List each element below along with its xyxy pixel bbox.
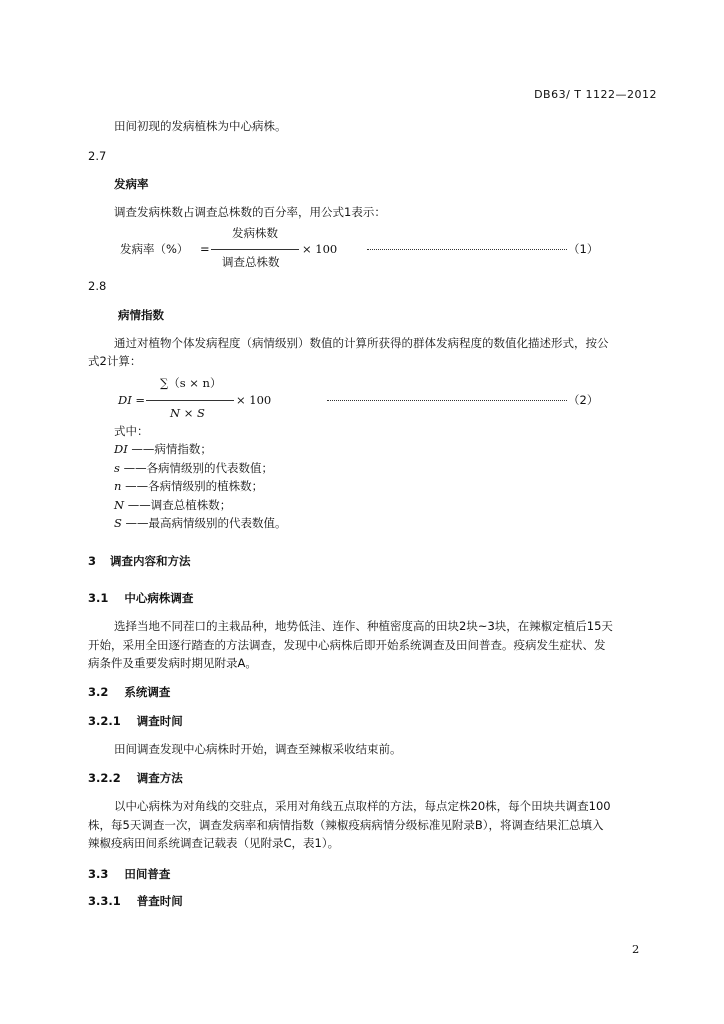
section-3-2-1-heading	[88, 713, 183, 729]
formula-1-equals: =	[200, 242, 210, 256]
variable-definition	[114, 441, 212, 457]
section-3-heading	[88, 553, 191, 569]
section-3-2-2-para-line-2: 株，每5天调查一次，调查发病率和病情指数（辣椒疫病病情分级标准见附录B），将调查结果汇总填入	[88, 818, 604, 832]
variable-description: ——各病情级别的代表数值；	[123, 461, 274, 475]
variable-definition	[114, 497, 231, 513]
section-3-number: 3	[88, 554, 97, 568]
section-3-2-1-number: 3.2.1	[88, 714, 121, 728]
section-2-8-title: 病情指数	[118, 308, 164, 322]
section-2-7-title: 发病率	[114, 177, 149, 191]
formula-1-number: （1）	[568, 242, 599, 256]
section-2-8-desc-line-1: 通过对植物个体发病程度（病情级别）数值的计算所获得的群体发病程度的数值化描述形式，按公	[114, 336, 609, 350]
section-3-3-title: 田间普查	[124, 867, 171, 881]
variable-description: ——病情指数；	[131, 442, 212, 456]
intro-line: 田间初现的发病植株为中心病株。	[114, 119, 287, 133]
section-3-2-1-title: 调查时间	[136, 714, 183, 728]
section-3-2-2-number: 3.2.2	[88, 771, 121, 785]
variable-description: ——最高病情级别的代表数值。	[125, 516, 287, 530]
section-3-2-2-para-line-1: 以中心病株为对角线的交驻点，采用对角线五点取样的方法，每点定株20株，每个田块共调查100	[114, 799, 611, 813]
formula-2-fraction-bar	[146, 400, 234, 401]
variable-definition	[114, 478, 263, 494]
formula-1-multiplier: × 100	[302, 242, 338, 256]
section-3-2-heading	[88, 684, 170, 700]
formula-1-lhs: 发病率（%）	[120, 242, 189, 256]
variable-description: ——调查总植株数；	[127, 498, 232, 512]
formula-2-numerator: ∑（s × n）	[160, 376, 222, 390]
formula-1-numerator: 发病株数	[232, 226, 278, 240]
section-3-1-para-line-3: 病条件及重要发病时期见附录A。	[88, 656, 257, 670]
section-3-3-1-title: 普查时间	[136, 894, 183, 908]
section-2-8-number: 2.8	[88, 279, 107, 293]
variable-symbol: N	[114, 498, 125, 512]
section-3-title: 调查内容和方法	[110, 554, 191, 568]
variable-symbol: S	[114, 516, 122, 530]
section-3-1-title: 中心病株调查	[124, 591, 194, 605]
section-2-8-desc-line-2: 式2计算：	[88, 354, 142, 368]
formula-2-multiplier: × 100	[236, 393, 272, 407]
section-2-7-number: 2.7	[88, 149, 107, 163]
section-3-1-para-line-2: 开始，采用全田逐行踏查的方法调查，发现中心病株后即开始系统调查及田间普查。疫病发生症状、发	[88, 638, 606, 652]
section-3-1-heading	[88, 590, 193, 606]
page-number: 2	[632, 942, 640, 956]
section-3-2-2-para-line-3: 辣椒疫病田间系统调查记载表（见附录C，表1）。	[88, 836, 340, 850]
section-3-2-2-heading	[88, 770, 183, 786]
section-3-3-1-heading	[88, 893, 183, 909]
formula-2-lhs: DI =	[118, 393, 146, 407]
section-3-2-number: 3.2	[88, 685, 109, 699]
section-3-2-1-para: 田间调查发现中心病株时开始，调查至辣椒采收结束前。	[114, 742, 402, 756]
section-3-3-heading	[88, 866, 170, 882]
section-3-1-number: 3.1	[88, 591, 109, 605]
variable-definition	[114, 460, 273, 476]
doc-number-header: DB63/ T 1122—2012	[534, 88, 657, 101]
section-3-1-para-line-1: 选择当地不同茬口的主栽品种，地势低洼、连作、种植密度高的田块2块~3块，在辣椒定植后15天	[114, 619, 613, 633]
formula-1-fraction-bar	[211, 249, 299, 250]
section-3-3-1-number: 3.3.1	[88, 894, 121, 908]
formula-2-denominator: N × S	[170, 406, 205, 420]
formula-1-denominator: 调查总株数	[222, 255, 280, 269]
where-label: 式中：	[114, 424, 149, 438]
variable-symbol: DI	[114, 442, 128, 456]
section-2-7-description: 调查发病株数占调查总株数的百分率，用公式1表示：	[114, 205, 386, 219]
section-3-2-2-title: 调查方法	[136, 771, 183, 785]
variable-symbol: s	[114, 461, 120, 475]
formula-2-leader-dots	[327, 400, 567, 401]
variable-description: ——各病情级别的植株数；	[125, 479, 264, 493]
variable-symbol: n	[114, 479, 122, 493]
section-3-3-number: 3.3	[88, 867, 109, 881]
formula-1-leader-dots	[367, 249, 567, 250]
section-3-2-title: 系统调查	[124, 685, 171, 699]
variable-definition	[114, 515, 287, 531]
formula-2-number: （2）	[568, 393, 599, 407]
